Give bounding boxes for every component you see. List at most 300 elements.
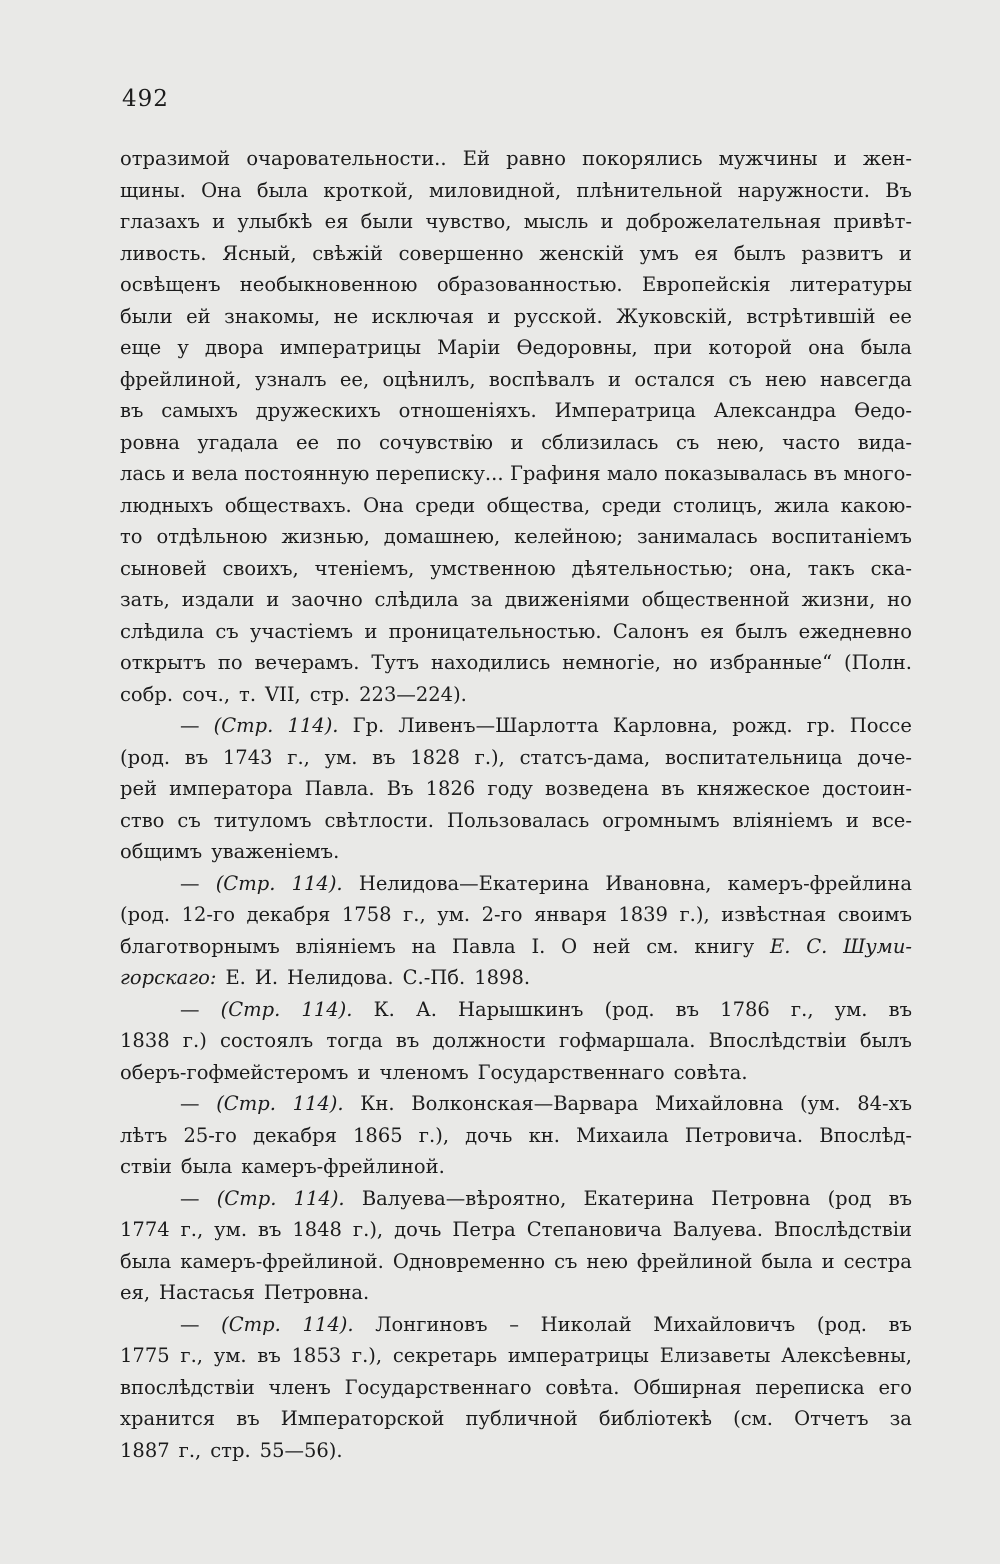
word: Алексѣевны, [781, 1344, 912, 1367]
text-line [120, 395, 912, 427]
word: зать, [120, 588, 170, 611]
text-line [120, 1151, 912, 1183]
word: соч., [182, 682, 231, 706]
text-line [120, 1435, 912, 1467]
word: фрейлиной [636, 1249, 753, 1273]
word: г., [180, 1218, 204, 1241]
word: отдѣльною [156, 525, 268, 548]
word: ее [888, 304, 912, 328]
word: 1828 [410, 745, 460, 769]
word: оцѣнилъ, [382, 367, 476, 391]
word: Пользовалась [446, 808, 590, 832]
word: Тутъ [371, 651, 420, 674]
word: издали [181, 588, 255, 611]
word: на [411, 934, 437, 958]
word: въ [257, 1344, 281, 1367]
text-line [120, 994, 912, 1026]
word: въ [257, 1218, 282, 1241]
word: 1775 [120, 1344, 170, 1367]
word: какою- [840, 493, 912, 517]
word: Павла [452, 934, 516, 958]
word: и [845, 808, 859, 832]
word: открытъ [120, 651, 206, 674]
word: г.), [352, 1218, 384, 1241]
word: Петровича. [684, 1123, 804, 1147]
word: сыновей [120, 556, 207, 580]
word: (Полн. [844, 651, 912, 674]
word: былъ [733, 241, 786, 265]
text-line [120, 1277, 912, 1309]
word: показывалась [664, 462, 808, 485]
word: такъ [807, 556, 855, 580]
word: Она [201, 178, 242, 202]
word: 1838 [120, 1029, 170, 1052]
text-line [120, 710, 912, 742]
word: Поссе [849, 714, 912, 737]
word: ум. [213, 1344, 247, 1367]
text-line [120, 490, 912, 522]
word: при [653, 336, 693, 359]
word: Впослѣдствіи [708, 1029, 847, 1052]
word: воспитаніемъ [771, 525, 912, 548]
word: освѣщенъ [120, 273, 221, 296]
word: образованностью. [436, 273, 623, 296]
word: камеръ-фрейлиной. [241, 1155, 445, 1178]
word: была [256, 178, 309, 202]
text-line [120, 553, 912, 585]
word: навсегда [820, 367, 912, 391]
word: ее, [339, 367, 370, 391]
word: воспѣвалъ [488, 367, 595, 391]
word: по [336, 430, 362, 454]
word: г.), [474, 745, 505, 769]
word: и [608, 367, 622, 391]
word: въ [675, 997, 700, 1021]
word: тогда [326, 1029, 383, 1052]
word: участіемъ [249, 619, 354, 643]
word: ея [694, 241, 719, 265]
word: была [180, 1155, 233, 1178]
word: впослѣдствіи [120, 1375, 255, 1399]
word: Въ [386, 777, 414, 800]
word: достоин- [822, 777, 912, 800]
word: угадала [197, 430, 279, 454]
word: библіотекѣ [598, 1407, 712, 1430]
word: ливость. [120, 241, 207, 265]
word: Жуковскій, [616, 304, 733, 328]
word: въ [184, 745, 209, 769]
word: Нелидова. [287, 966, 394, 989]
word: т. [239, 682, 257, 706]
word: его [878, 1375, 912, 1399]
word: января [534, 903, 607, 926]
word: – [509, 1312, 519, 1336]
word: была [761, 1249, 813, 1273]
word: и [821, 1249, 835, 1273]
word: которой [708, 336, 793, 359]
word: Настасья [159, 1281, 255, 1304]
word: (род. [816, 1312, 867, 1336]
word: г., [178, 1438, 202, 1462]
word: г., [790, 997, 814, 1021]
word: Петра [452, 1218, 516, 1241]
text-line [120, 868, 912, 900]
word: Впослѣдствіи [773, 1218, 912, 1241]
word: за [470, 588, 493, 611]
word: — [180, 871, 200, 895]
word: г., [403, 903, 426, 926]
word: статсъ-дама, [519, 745, 651, 769]
body-text [120, 143, 912, 1466]
word: 1758 [341, 903, 392, 926]
word: Валуева. [672, 1218, 763, 1241]
word: 84-хъ [857, 1092, 912, 1115]
word: нею [765, 367, 807, 391]
word: дочь [465, 1123, 513, 1147]
word: русской. [513, 304, 603, 328]
text-line [120, 1372, 912, 1404]
word: 114). [287, 714, 339, 737]
word: Ѳедо- [854, 399, 912, 422]
word: узналъ [254, 367, 327, 391]
word: Михайловичъ [653, 1312, 796, 1336]
word: рожд. [732, 714, 793, 737]
word: свѣжій [312, 241, 384, 265]
word: извѣстная [721, 903, 827, 926]
word: привѣт- [833, 210, 912, 233]
word: хранится [120, 1407, 216, 1430]
word: Государственнаго [344, 1375, 532, 1399]
word: очаровательности.. [246, 147, 447, 170]
word: дочь [394, 1218, 442, 1241]
word: К. [373, 997, 395, 1021]
word: гр. [806, 714, 836, 737]
word: г.), [351, 1344, 383, 1367]
text-line [120, 1120, 912, 1152]
word: членомъ [379, 1060, 469, 1084]
word: но [887, 588, 912, 611]
word: встрѣтившій [746, 304, 876, 328]
word: (род [827, 1186, 872, 1210]
word: VII, [265, 682, 301, 706]
word: глазахъ [120, 210, 200, 233]
word: кроткой, [323, 178, 414, 202]
word: доброжелательная [625, 210, 822, 233]
word: (Стр. [216, 1186, 277, 1210]
word: съ [675, 430, 700, 454]
word: И. [254, 966, 279, 989]
word: ея [324, 210, 349, 233]
text-line [120, 301, 912, 333]
word: вела [191, 462, 238, 485]
word: знакомы, [224, 304, 321, 328]
text-line [120, 584, 912, 616]
word: Михаила [576, 1123, 669, 1147]
word: ежедневно [798, 619, 912, 643]
word: Волконская—Варвара [411, 1092, 639, 1115]
word: 1865 [353, 1123, 403, 1147]
word: Ивановна, [605, 871, 712, 895]
word: Обширная [633, 1375, 742, 1399]
text-line [120, 1057, 912, 1089]
word: — [180, 997, 200, 1021]
word: Елизаветы [659, 1344, 771, 1367]
word: и [266, 588, 280, 611]
word: членъ [268, 1375, 331, 1399]
text-line [120, 521, 912, 553]
word: умъ [639, 241, 679, 265]
word: 114). [291, 871, 343, 895]
word: и [212, 210, 226, 233]
word: сочувствію [379, 430, 493, 454]
word: миловидной, [428, 178, 562, 202]
word: плѣнительной [576, 178, 723, 202]
word: воспитательница [664, 745, 843, 769]
word: въ [236, 1407, 260, 1430]
word: Ливенъ—Шарлотта [398, 714, 599, 737]
word: въ [395, 1029, 420, 1052]
word: свѣтлости. [324, 808, 434, 832]
word: все- [871, 808, 912, 832]
word: публичной [465, 1407, 578, 1430]
text-line [120, 175, 912, 207]
word: не [333, 304, 359, 328]
word: Маріи [437, 336, 501, 359]
word: Петровна [711, 1186, 811, 1210]
word: женскій [539, 241, 625, 265]
word: огромнымъ [602, 808, 720, 832]
text-line [120, 458, 912, 490]
word: и [833, 147, 847, 170]
word: общимъ [120, 840, 203, 863]
word: въ [661, 777, 685, 800]
word: Павла. [304, 777, 375, 800]
word: переписка [755, 1375, 865, 1399]
word: и [898, 241, 912, 265]
word: Въ [885, 178, 912, 202]
word: съ [728, 367, 752, 391]
word: рей [120, 777, 158, 800]
word: жила [774, 493, 830, 517]
word: Николай [540, 1312, 632, 1336]
word: г.), [679, 903, 710, 926]
word: 1786 [720, 997, 770, 1021]
word: лѣтъ [120, 1123, 168, 1147]
word: вліяніемъ [295, 934, 396, 958]
word: 114). [302, 1312, 354, 1336]
word: совершенно [398, 241, 524, 265]
word: С. [806, 934, 828, 958]
word: развитъ [801, 241, 884, 265]
word: ствіи [120, 1155, 172, 1178]
word: доче- [857, 745, 912, 769]
word: домашнею, [383, 525, 501, 548]
word: Императорской [280, 1407, 445, 1430]
word: то [120, 525, 143, 548]
word: своихъ, [222, 556, 299, 580]
word: (ум. [800, 1092, 841, 1115]
word: улыбкѣ [237, 210, 313, 233]
word: должности [432, 1029, 546, 1052]
word: столицъ, [672, 493, 763, 517]
word: декабря [252, 1123, 337, 1147]
word: чтеніемъ, [314, 556, 415, 580]
word: ей [186, 304, 211, 328]
word: Впослѣд- [819, 1123, 912, 1147]
word: (Стр. [220, 997, 281, 1021]
word: О [561, 934, 578, 958]
word: занималась [637, 525, 758, 548]
word: слѣдила [374, 588, 459, 611]
word: 1839 [618, 903, 668, 926]
word: Государственнаго [477, 1060, 665, 1084]
word: 2-го [481, 903, 523, 926]
word: гофмаршала. [559, 1029, 696, 1052]
text-line [120, 805, 912, 837]
word: Александра [713, 399, 837, 422]
word: щины. [120, 178, 186, 202]
word: часто [782, 430, 841, 454]
word: въ [888, 1186, 912, 1210]
word: ея, [120, 1281, 151, 1304]
word: была [860, 336, 912, 359]
word: Ѳедоровны, [516, 336, 638, 359]
word: Нарышкинъ [458, 997, 584, 1021]
text-line [120, 1309, 912, 1341]
word: литературы [789, 273, 912, 296]
word: и [364, 619, 378, 643]
word: Европейскія [641, 273, 771, 296]
word: и [172, 462, 185, 485]
word: былъ [859, 1029, 912, 1052]
word: и [600, 210, 614, 233]
word: нею [586, 1249, 628, 1273]
word: ум. [324, 745, 358, 769]
word: и [487, 304, 501, 328]
word: см. [646, 934, 679, 958]
word: г.) [182, 1029, 207, 1052]
word: Степановича [526, 1218, 662, 1241]
word: императора [169, 777, 293, 800]
word: и [357, 1060, 371, 1084]
word: (род. [120, 903, 171, 926]
word: 1848 [292, 1218, 342, 1241]
word: ея [700, 619, 725, 643]
word: — [180, 1312, 200, 1336]
word: совѣта. [673, 1060, 748, 1084]
word: книгу [694, 934, 755, 958]
word: еще [120, 336, 162, 359]
word: равно [506, 147, 566, 170]
text-line [120, 836, 912, 868]
word: избранные“ [709, 651, 833, 674]
word: была [120, 1249, 172, 1273]
word: наружности. [737, 178, 870, 202]
word: (Стр. [215, 871, 276, 895]
word: княжеское [696, 777, 811, 800]
word: 55—56). [259, 1438, 343, 1462]
word: Ясный, [222, 241, 297, 265]
text-line [120, 773, 912, 805]
word: отношеніяхъ. [398, 399, 537, 422]
word: А. [415, 997, 437, 1021]
text-line [120, 742, 912, 774]
word: кн. [528, 1123, 560, 1147]
word: самыхъ [161, 399, 238, 422]
word: возведена [544, 777, 650, 800]
word: у [177, 336, 189, 359]
word: декабря [246, 903, 331, 926]
word: она, [749, 556, 792, 580]
word: (Стр. [216, 1092, 276, 1115]
word: общества, [486, 493, 591, 517]
word: покорялись [582, 147, 703, 170]
word: находились [431, 651, 551, 674]
word: ство [120, 808, 165, 832]
word: ска- [870, 556, 912, 580]
text-line [120, 1403, 912, 1435]
text-line [120, 332, 912, 364]
word: ум. [214, 1218, 248, 1241]
word: ум. [437, 903, 471, 926]
word: ее [295, 430, 320, 454]
word: необыкновенною [239, 273, 418, 296]
word: 114). [292, 1092, 344, 1115]
word: (Стр. [221, 1312, 281, 1336]
word: Ей [462, 147, 490, 170]
text-line [120, 143, 912, 175]
word: Е. [225, 966, 246, 989]
word: (Стр. [213, 714, 274, 737]
word: дѣятельностью; [571, 556, 734, 580]
word: остался [634, 367, 716, 391]
text-line [120, 931, 912, 963]
word: — [180, 714, 200, 737]
text-line [120, 364, 912, 396]
word: жизнью, [281, 525, 370, 548]
word: слѣдила [120, 619, 205, 643]
word: по [217, 651, 243, 674]
word: мало [606, 462, 658, 485]
word: съ [215, 619, 239, 643]
text-line [120, 1214, 912, 1246]
word: съ [554, 1249, 578, 1273]
word: Салонъ [612, 619, 689, 643]
word: сблизилась [541, 430, 659, 454]
word: проницательностью. [388, 619, 602, 643]
word: Карловна, [612, 714, 719, 737]
word: 114). [293, 1186, 345, 1210]
word: Она [363, 493, 404, 517]
text-line [120, 238, 912, 270]
word: келейною; [514, 525, 624, 548]
word: въ [813, 462, 838, 485]
word: отразимой [120, 147, 231, 170]
word: много- [843, 462, 912, 485]
word: (род. [604, 997, 655, 1021]
word: обществахъ. [224, 493, 352, 517]
word: стр. [309, 682, 351, 706]
word: горскаго: [120, 966, 217, 989]
word: камеръ-фрейлина [727, 871, 912, 895]
word: Нелидова—Екатерина [358, 871, 590, 895]
word: г.), [418, 1123, 450, 1147]
word: 223—224). [359, 682, 467, 706]
word: она [808, 336, 845, 359]
text-line [120, 427, 912, 459]
word: людныхъ [120, 493, 214, 517]
word: сестра [843, 1249, 912, 1273]
